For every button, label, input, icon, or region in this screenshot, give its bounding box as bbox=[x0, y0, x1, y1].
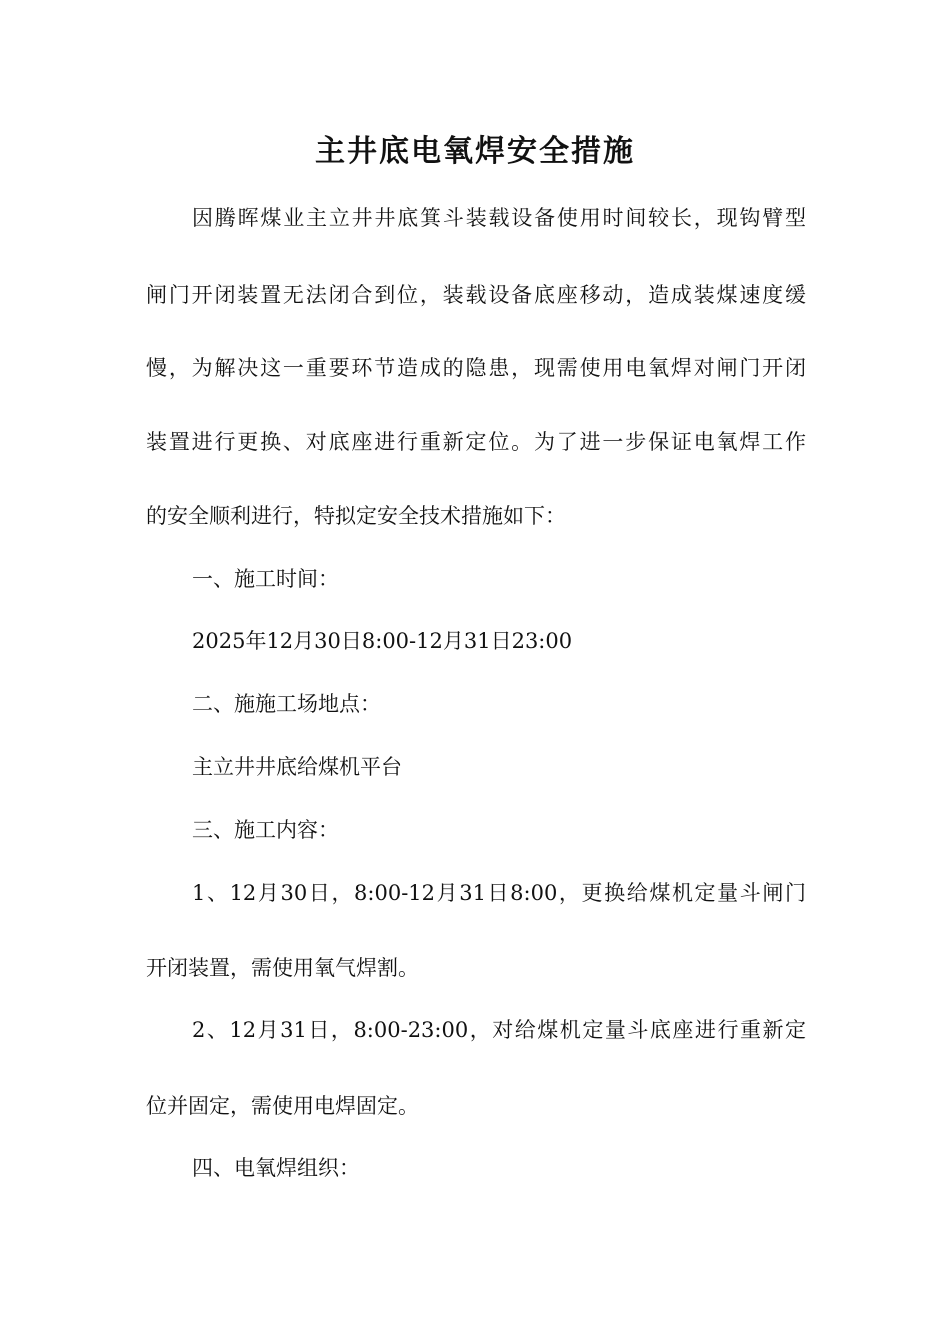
paragraph-line: 闸门开闭装置无法闭合到位，装载设备底座移动，造成装煤速度缓 bbox=[146, 283, 806, 307]
paragraph-line: 开闭装置，需使用氧气焊割。 bbox=[146, 956, 419, 980]
section-heading: 一、施工时间： bbox=[192, 567, 339, 591]
section-heading: 三、施工内容： bbox=[192, 818, 339, 842]
paragraph-line: 1、12月30日，8:00-12月31日8:00，更换给煤机定量斗闸门 bbox=[192, 881, 806, 905]
paragraph-line: 位并固定，需使用电焊固定。 bbox=[146, 1094, 419, 1118]
schedule-text: 2025年12月30日8:00-12月31日23:00 bbox=[192, 629, 573, 653]
section-heading: 四、电氧焊组织： bbox=[192, 1156, 360, 1180]
paragraph-line: 因腾晖煤业主立井井底箕斗装载设备使用时间较长，现钩臂型 bbox=[192, 206, 806, 230]
paragraph-line: 慢，为解决这一重要环节造成的隐患，现需使用电氧焊对闸门开闭 bbox=[146, 356, 806, 380]
document-title: 主井底电氧焊安全措施 bbox=[315, 134, 635, 169]
location-text: 主立井井底给煤机平台 bbox=[192, 755, 402, 779]
paragraph-line: 装置进行更换、对底座进行重新定位。为了进一步保证电氧焊工作 bbox=[146, 430, 806, 454]
paragraph-line: 的安全顺利进行，特拟定安全技术措施如下： bbox=[146, 504, 566, 528]
section-heading: 二、施施工场地点： bbox=[192, 692, 381, 716]
paragraph-line: 2、12月31日，8:00-23:00，对给煤机定量斗底座进行重新定 bbox=[192, 1018, 806, 1042]
